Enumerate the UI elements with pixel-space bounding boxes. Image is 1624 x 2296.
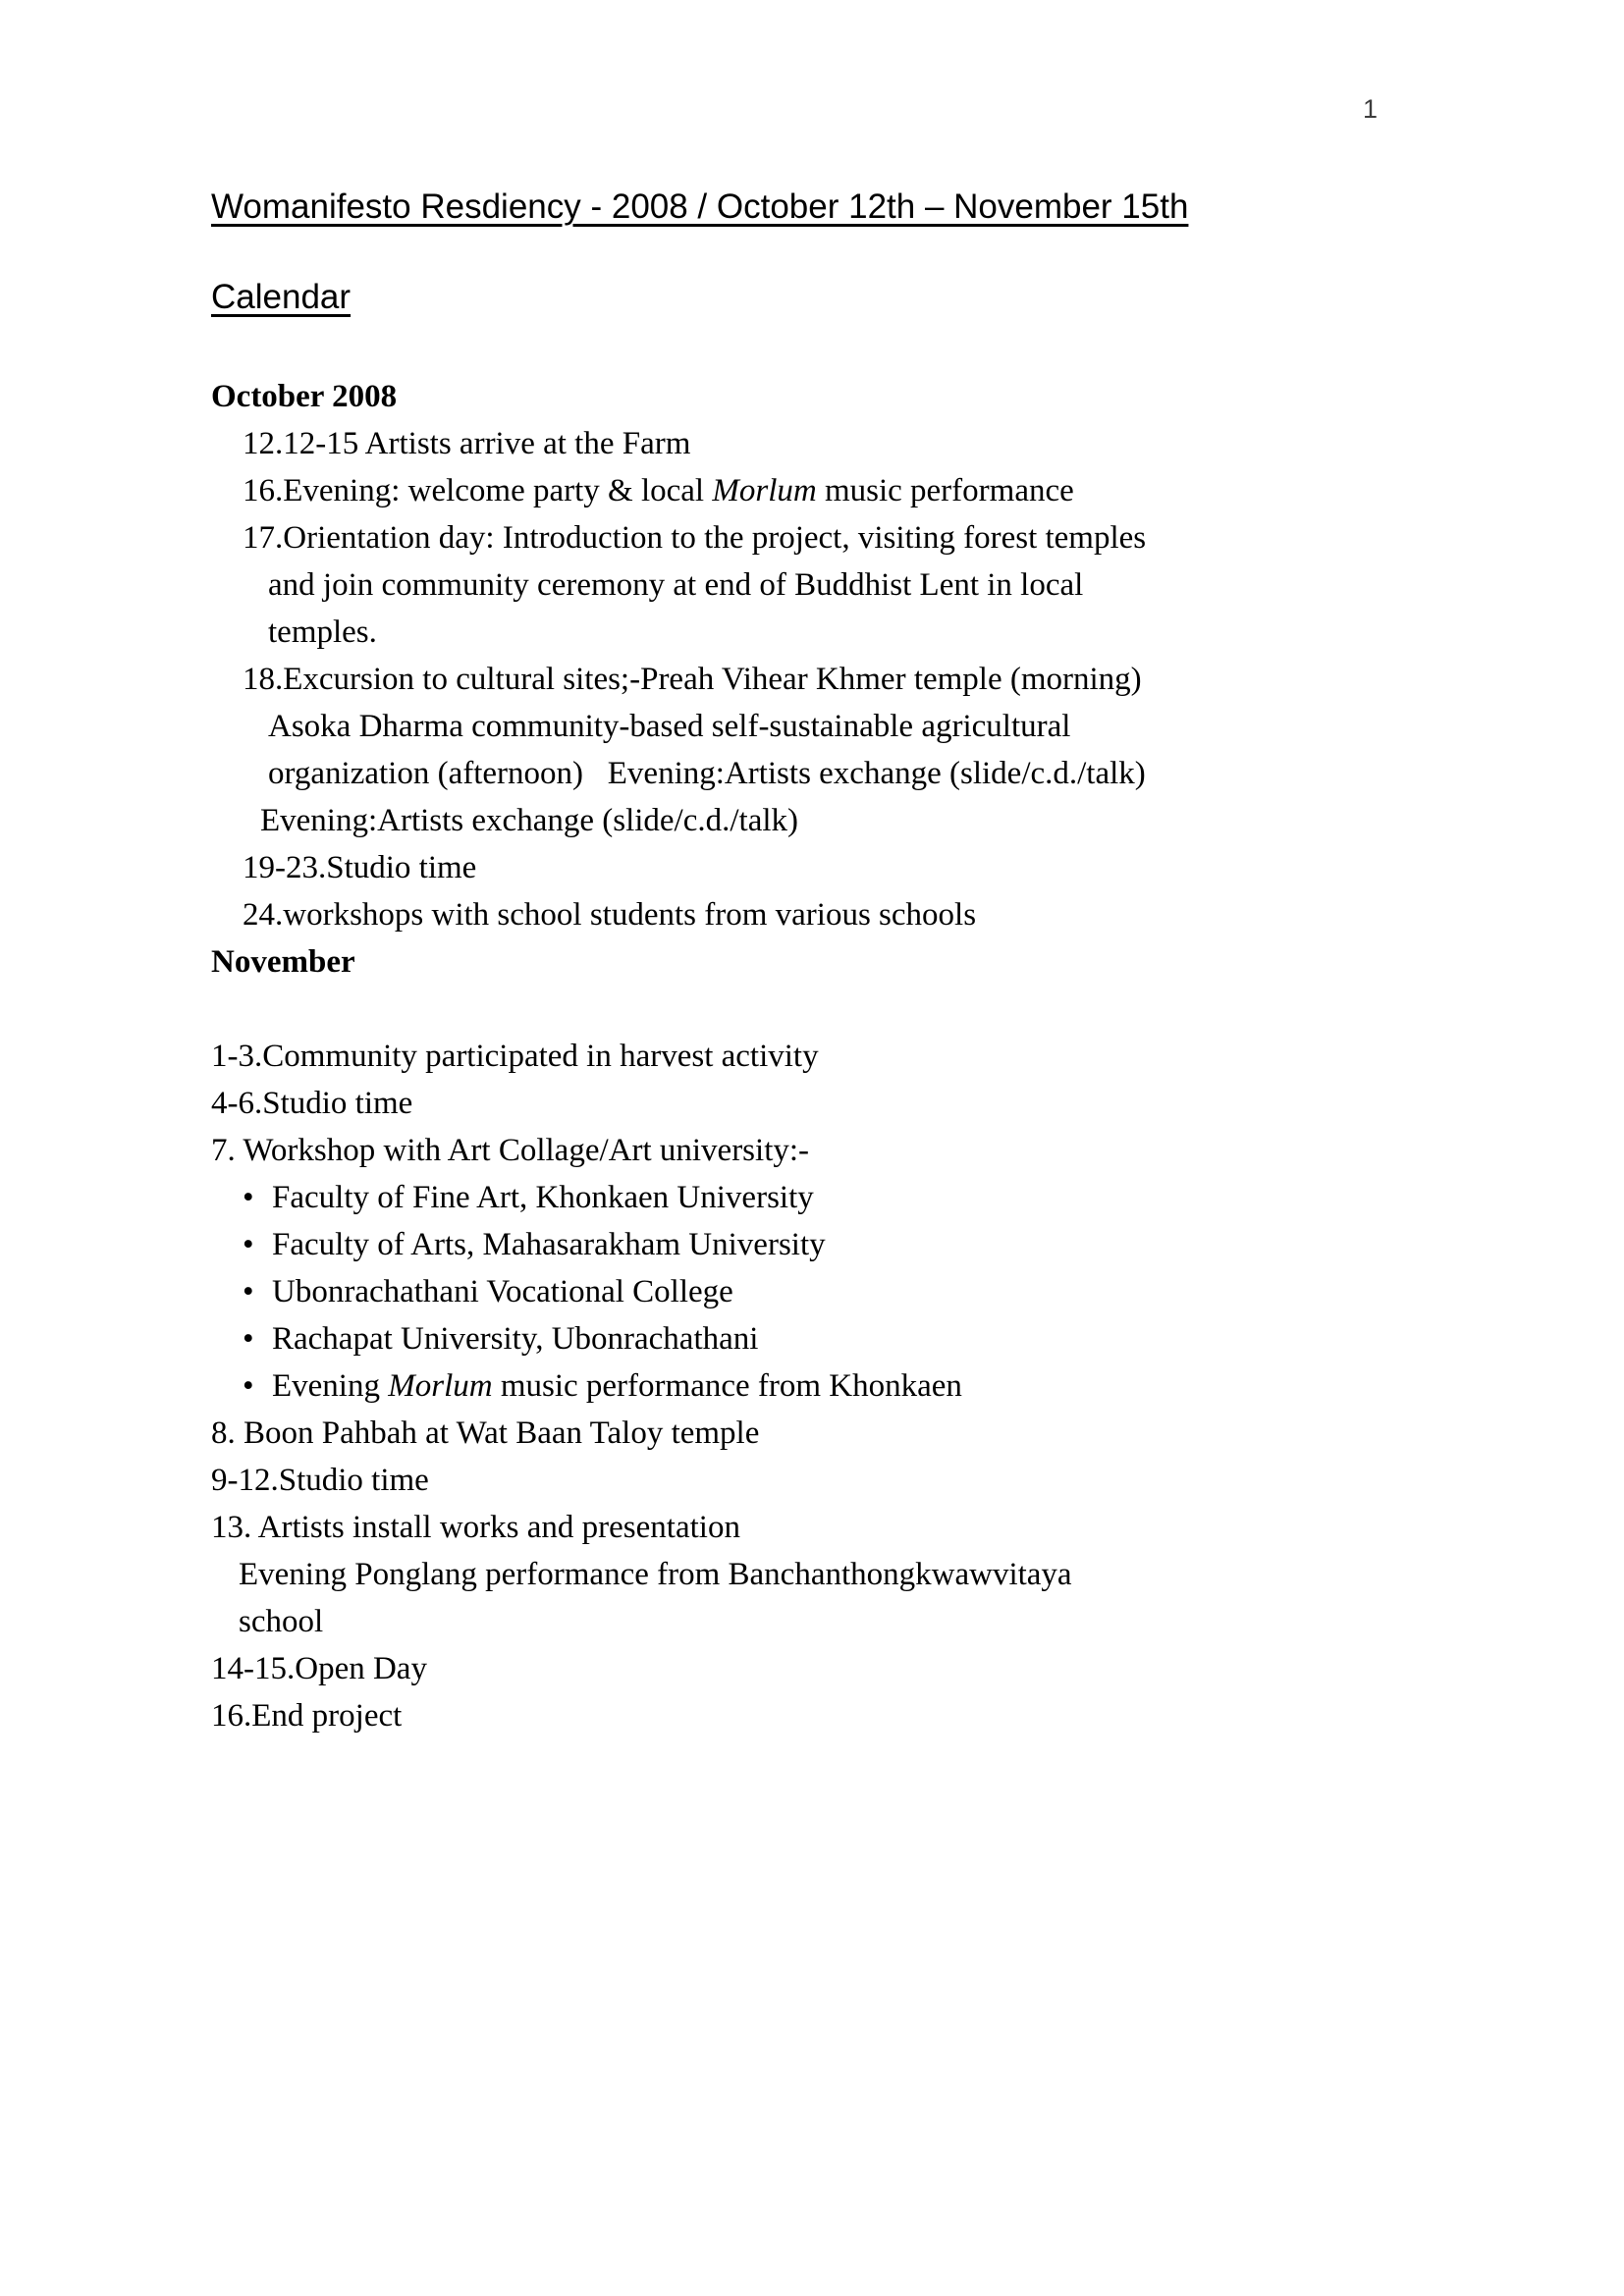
calendar-text-segment: 1-3.Community participated in harvest activity (211, 1039, 819, 1074)
calendar-text-segment: 16.End project (211, 1698, 403, 1734)
calendar-text-segment: Ubonrachathani Vocational College (272, 1274, 733, 1309)
calendar-line (211, 514, 1458, 561)
bullet-icon: • (243, 1180, 254, 1215)
calendar-line (211, 1080, 1458, 1127)
bullet-icon: • (243, 1368, 254, 1404)
calendar-text-segment: 19-23.Studio time (243, 850, 477, 885)
page-number: 1 (1363, 94, 1379, 124)
calendar-line (211, 891, 1458, 938)
calendar-text-segment: 16.Evening: welcome party & local (243, 473, 713, 508)
calendar-text-segment: Evening:Artists exchange (slide/c.d./talk) (260, 803, 799, 838)
calendar-line (211, 1033, 1458, 1080)
calendar-text-segment: Evening (272, 1368, 389, 1404)
calendar-line (211, 561, 1458, 609)
calendar-text-segment: Faculty of Arts, Mahasarakham University (272, 1227, 826, 1262)
calendar-text-segment: Asoka Dharma community-based self-sustainable agricultural (268, 709, 1071, 744)
document-subtitle: Calendar (211, 278, 352, 316)
calendar-text-segment: and join community ceremony at end of Buddhist Lent in local (268, 567, 1084, 603)
document-title: Womanifesto Resdiency - 2008 / October 12th – November 15th (211, 187, 1189, 226)
bullet-icon: • (243, 1274, 254, 1309)
calendar-text-segment: 4-6.Studio time (211, 1086, 413, 1121)
calendar-line (211, 1221, 1458, 1268)
calendar-line (211, 1127, 1458, 1174)
calendar-line (211, 1174, 1458, 1221)
calendar-text-segment: 7. Workshop with Art Collage/Art university:- (211, 1133, 810, 1168)
calendar-text-segment: 12.12-15 Artists arrive at the Farm (243, 426, 691, 461)
calendar-line (211, 938, 1458, 986)
calendar-text-segment: school (239, 1604, 324, 1639)
bullet-icon: • (243, 1227, 254, 1262)
calendar-text-segment: music performance from Khonkaen (492, 1368, 962, 1404)
calendar-text-segment: 13. Artists install works and presentation (211, 1510, 740, 1545)
calendar-text-segment: 18.Excursion to cultural sites;-Preah Vihear Khmer temple (morning) (243, 662, 1142, 697)
calendar-line (211, 1410, 1458, 1457)
calendar-line (211, 1504, 1458, 1551)
calendar-line (211, 1645, 1458, 1692)
calendar-text-segment: Evening Ponglang performance from Banchanthongkwawvitaya (239, 1557, 1072, 1592)
calendar-text-segment: 9-12.Studio time (211, 1463, 429, 1498)
calendar-text-segment: 8. Boon Pahbah at Wat Baan Taloy temple (211, 1415, 760, 1451)
calendar-line (211, 420, 1458, 467)
calendar-text-segment: Morlum (712, 473, 817, 508)
calendar-line (211, 1315, 1458, 1362)
calendar-line (211, 1268, 1458, 1315)
bullet-icon: • (243, 1321, 254, 1357)
calendar-line (211, 373, 1458, 420)
calendar-line (211, 703, 1458, 750)
calendar-text-segment: temples. (268, 614, 377, 650)
calendar-text-segment: Rachapat University, Ubonrachathani (272, 1321, 759, 1357)
calendar-line (211, 1457, 1458, 1504)
calendar-line (211, 797, 1458, 844)
calendar-line (211, 1362, 1458, 1410)
calendar-line (211, 656, 1458, 703)
document-content (211, 183, 1458, 1739)
calendar-line (211, 1551, 1458, 1598)
calendar-text-segment: Morlum (388, 1368, 493, 1404)
calendar-line (211, 750, 1458, 797)
calendar-text-segment: November (211, 944, 355, 980)
calendar-text-segment: 24.workshops with school students from various schools (243, 897, 977, 933)
calendar-text-segment: music performance (816, 473, 1074, 508)
calendar-text-segment: 17.Orientation day: Introduction to the project, visiting forest temples (243, 520, 1147, 556)
calendar-line (211, 1692, 1458, 1739)
calendar-line (211, 1598, 1458, 1645)
calendar-line (211, 609, 1458, 656)
calendar-text-segment: organization (afternoon) Evening:Artists exchange (slide/c.d./talk) (268, 756, 1146, 791)
calendar-lines (211, 373, 1458, 1739)
calendar-line (211, 844, 1458, 891)
calendar-line (211, 986, 1458, 1033)
calendar-line (211, 467, 1458, 514)
calendar-text-segment: 14-15.Open Day (211, 1651, 427, 1686)
calendar-text-segment: Faculty of Fine Art, Khonkaen University (272, 1180, 814, 1215)
calendar-text-segment: October 2008 (211, 379, 398, 414)
